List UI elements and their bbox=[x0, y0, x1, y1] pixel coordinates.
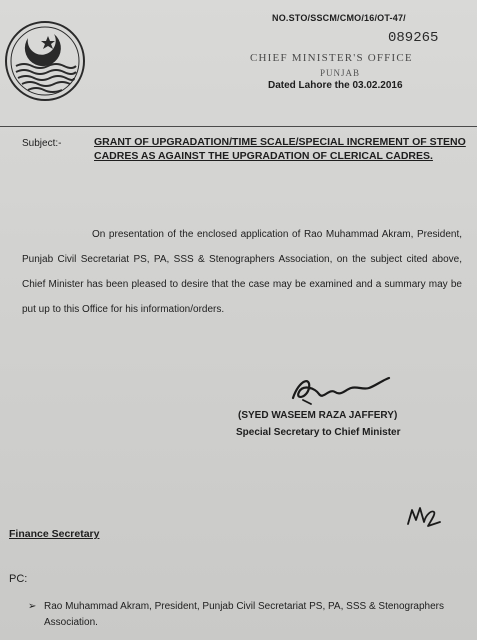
addressee: Finance Secretary bbox=[9, 528, 100, 540]
header-divider bbox=[0, 126, 477, 127]
pc-label: PC: bbox=[9, 573, 28, 585]
arrow-bullet-icon: ➢ bbox=[28, 601, 37, 612]
signatory-designation: Special Secretary to Chief Minister bbox=[236, 427, 401, 438]
letter-body: On presentation of the enclosed application of Rao Muhammad Akram, President, Punjab Civil Secretariat PS, PA, SSS & Stenographers Association, on the subject cited above, Chief Minister has been pleased to desire that the case may be examined and a summary may be put up to this Office for his information/orders. bbox=[22, 229, 462, 315]
office-stamp-province: PUNJAB bbox=[320, 68, 361, 78]
pc-item-text: Rao Muhammad Akram, President, Punjab Civil Secretariat PS, PA, SSS & Stenographers Association. bbox=[44, 601, 444, 628]
reference-number: NO.STO/SSCM/CMO/16/OT-47/ bbox=[272, 13, 406, 23]
letter-date: Dated Lahore the 03.02.2016 bbox=[268, 80, 403, 91]
signature bbox=[285, 370, 395, 410]
subject-label: Subject:- bbox=[22, 138, 62, 149]
punjab-emblem-icon bbox=[4, 16, 86, 106]
handwritten-initials bbox=[404, 498, 446, 532]
signatory-name: (SYED WASEEM RAZA JAFFERY) bbox=[238, 410, 398, 421]
pc-list-item bbox=[30, 599, 470, 631]
serial-number: 089265 bbox=[388, 30, 439, 46]
subject-text: GRANT OF UPGRADATION/TIME SCALE/SPECIAL INCREMENT OF STENO CADRES AS AGAINST THE UPGRADATION OF CLERICAL CADRES. bbox=[94, 136, 466, 162]
office-stamp: CHIEF MINISTER'S OFFICE bbox=[250, 52, 413, 64]
